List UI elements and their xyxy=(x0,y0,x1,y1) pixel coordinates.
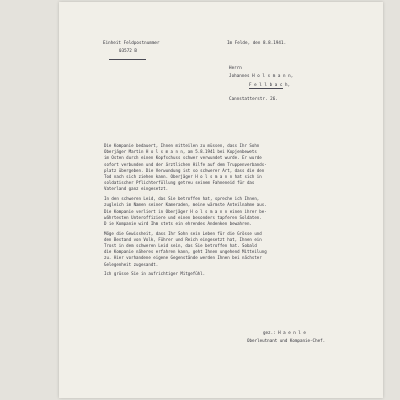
recipient-city: F e l l b a c h, xyxy=(249,82,291,87)
body-line: den Bestand von Volk, Führer und Reich eingesetzt hat, Ihnen ein xyxy=(104,236,262,242)
recipient-salutation: Herrn xyxy=(229,65,242,70)
paragraph-1 xyxy=(104,143,369,193)
place-date: Im Felde, den 8.8.1941. xyxy=(227,40,287,45)
body-line: zu. Hier vorhandene eigene Gegenstände werden Ihnen bei nächster xyxy=(104,255,262,261)
signature-title: Oberleutnant und Kompanie-Chef. xyxy=(247,338,326,343)
body-line: zugleich im Namen seiner Kameraden, meine wärmste Anteilnahme aus. xyxy=(104,202,267,208)
body-line: D ie Kompanie wird Ihm stets ein ehrendes Andenken bewahren. xyxy=(104,220,252,226)
body-line: Trost in dem schweren Leid sein, das Sie betroffen hat. Sobald xyxy=(104,243,257,249)
letter-page xyxy=(59,2,383,398)
body-line: Die Kompanie bedauert, Ihnen mitteilen zu müssen, dass Ihr Sohn xyxy=(104,143,260,148)
body-line: Möge die Gewissheit, dass Ihr Sohn sein Leben für die Grösse und xyxy=(104,230,262,236)
body-line: Vaterland ganz eingesetzt. xyxy=(104,186,169,192)
feldpost-number: 03572 B xyxy=(119,48,137,53)
body-line: Oberjäger Martin H o l s m a n n, am 5.8.1941 bei Kopjenbewets xyxy=(104,149,257,155)
paragraph-2 xyxy=(104,196,369,227)
body-line: währtesten Unteroffiziere und einen besonders tapferen Soldaten. xyxy=(104,214,262,220)
city-underline xyxy=(249,88,283,89)
body-line: Die Kompanie verliert in Oberjäger H o l s m a n n einen ihrer be- xyxy=(104,208,267,214)
signature-name: gez.: H a e n l e xyxy=(263,330,306,335)
body-line: im Osten durch einen Kopfschuss schwer verwundet wurde. Er wurde xyxy=(104,155,262,161)
body-line: Ich grüsse Sie in aufrichtiger Mitgefühl. xyxy=(104,271,206,277)
body-line: Tod nach sich ziehen kann. Oberjäger H o l s m a n n hat sich in xyxy=(104,174,262,180)
body-line: Gelegenheit zugesandt. xyxy=(104,261,159,267)
body-line: soldatischer Pflichterfüllung getreu seinem Fahneneid für das xyxy=(104,180,255,186)
letter-body xyxy=(104,143,369,278)
paragraph-3 xyxy=(104,231,369,268)
body-line: die Kompanie näheres erfahren kann, geht Ihnen ungehend Mitteilung xyxy=(104,249,267,255)
header-underline xyxy=(109,59,146,60)
body-line: In den schweren Leid, das Sie betroffen hat, spreche ich Ihnen, xyxy=(104,196,260,202)
body-line: sofort verbunden und der ärztlichen Hilfe auf dem Truppenverbands- xyxy=(104,161,267,167)
body-line: platz übergeben. Die Verwundung ist so schwerer Art, dass die den xyxy=(104,167,265,173)
sender-unit: Einheit Feldpostnummer xyxy=(103,40,160,45)
recipient-street: Cannstatterstr. 26. xyxy=(229,96,278,101)
recipient-name: Johannes H o l s m a n n, xyxy=(229,73,294,78)
paragraph-4 xyxy=(104,271,369,277)
